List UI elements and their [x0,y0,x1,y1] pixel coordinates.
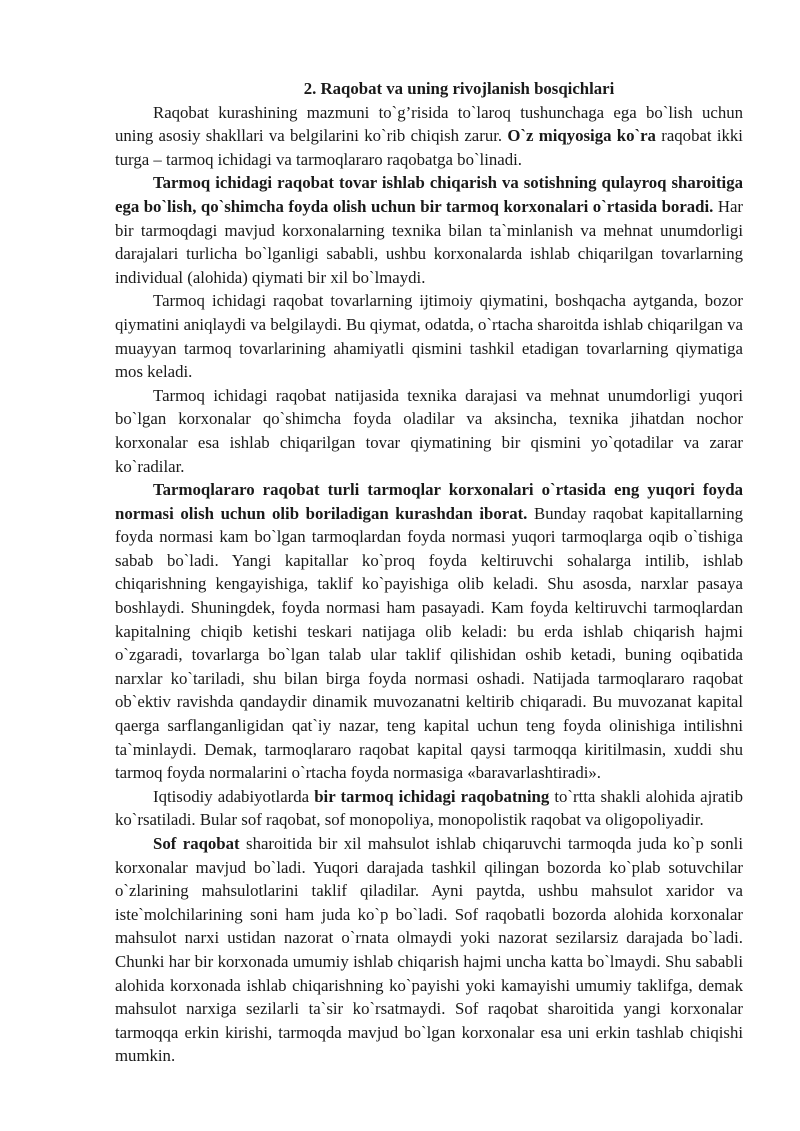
paragraph [115,289,743,383]
paragraph [115,171,743,289]
paragraph-text: raqobat ikki turga – tarmoq ichidagi va tarmoqlararo raqobatga bo`linadi. [115,126,743,169]
document-page [115,77,743,1068]
paragraph-text: Tarmoq ichidagi raqobat natijasida texnika darajasi va mehnat unumdorligi yuqori bo`lgan korxonalar qo`shimcha foyda oladilar va aksincha, texnika jihatdan nochor korxonalar esa ishlab chiqarilgan tovar qiymatining bir qismini yo`qotadilar va zarar ko`radilar. [115,385,743,476]
paragraph [115,101,743,172]
body-text [115,101,743,1068]
paragraph-text: Raqobat kurashining mazmuni to`g’risida to`laroq tushunchaga ega bo`lish uchun uning asosiy shakllari va belgilarini ko`rib chiqish zarur. [115,102,743,146]
paragraph-text: Tarmoq ichidagi raqobat tovarlarning ijtimoiy qiymatini, boshqacha aytganda, bozor qiymatini aniqlaydi va belgilaydi. Bu qiymat, odatda, o`rtacha sharoitda ishlab chiqarilgan va muayyan tarmoq tovarlarining ahamiyatli qismini tashkil etadigan tovarlarning qiymatiga mos keladi. [115,291,743,382]
paragraph-text: Iqtisodiy adabiyotlarda [153,786,315,806]
bold-phrase: O`z miqyosiga ko`ra [507,126,656,146]
paragraph [115,384,743,478]
paragraph [115,478,743,785]
bold-phrase: Tarmoq ichidagi raqobat tovar ishlab chiqarish va sotishning qulayroq sharoitiga ega bo`lish, qo`shimcha foyda olish uchun bir tarmoq korxonalari o`rtasida boradi. [115,173,743,216]
bold-phrase: Tarmoqlararo raqobat turli tarmoqlar korxonalari o`rtasida eng yuqori foyda normasi olish uchun olib boriladigan kurashdan iborat. [115,480,743,523]
paragraph-text: sharoitida bir xil mahsulot ishlab chiqaruvchi tarmoqda juda ko`p sonli korxonalar mavjud bo`ladi. Yuqori darajada tashkil qilingan bozorda ko`plab sotuvchilar o`zlarining mahsulotlarini taklif qiladilar. Ayni paytda, ushbu mahsulot xaridor va iste`molchilarining soni ham juda ko`p bo`ladi. Sof raqobatli bozorda alohida korxonalar mahsulot narxi ustidan nazorat o`rnata olmaydi yoki nazorat sezilarsiz darajada bo`ladi. Chunki har bir korxonada umumiy ishlab chiqarish hajmi uncha katta bo`lmaydi. Shu sababli alohida korxonada ishlab chiqarishning ko`payishi yoki kamayishi umumiy taklifga, demak mahsulot narxiga sezilarli ta`sir ko`rsatmaydi. Sof raqobat sharoitida yangi korxonalar tarmoqqa erkin kirishi, tarmoqda mavjud bo`lgan korxonalar esa uni erkin tashlab chiqishi mumkin. [115,834,743,1066]
paragraph-text: Har bir tarmoqdagi mavjud korxonalarning texnika bilan ta`minlanish va mehnat unumdorligi darajalari turlicha bo`lganligi sababli, ushbu korxonalarda ishlab chiqarilgan tovarlarning individual (alohida) qiymati bir xil bo`lmaydi. [115,196,743,287]
bold-phrase: Sof raqobat [153,834,240,853]
bold-phrase: bir tarmoq ichidagi raqobatning [314,786,550,806]
paragraph [115,832,743,1068]
paragraph-text: to`rtta shakli alohida ajratib ko`rsatiladi. Bular sof raqobat, sof monopoliya, monopolistik raqobat va oligopoliyadir. [115,786,743,830]
paragraph-text: Bunday raqobat kapitallarning foyda normasi kam bo`lgan tarmoqlardan foyda normasi yuqori tarmoqlarga oqib o`tishiga sabab bo`ladi. Yangi kapitallar ko`proq foyda keltiruvchi sohalarga intilib, ishlab chiqarishning kengayishiga, taklif ko`payishiga olib keladi. Shu asosda, narxlar pasaya boshlaydi. Shuningdek, foyda normasi ham pasayadi. Kam foyda keltiruvchi tarmoqlardan kapitalning chiqib ketishi teskari natijaga olib keladi: bu erda ishlab chiqarish hajmi o`zgaradi, tovarlarga bo`lgan talab ular taklif qilishidan oshib ketadi, buning oqibatida narxlar ko`tariladi, shu bilan birga foyda normasi oshadi. Natijada tarmoqlararo raqobat ob`ektiv ravishda qandaydir dinamik muvozanatni keltirib chiqaradi. Bu muvozanat kapital qaerga sarflanganligidan qat`iy nazar, teng kapital uchun teng foyda olinishiga intilishni ta`minlaydi. Demak, tarmoqlararo raqobat kapital qaysi tarmoqqa kiritilmasin, xuddi shu tarmoq foyda normalarini o`rtacha foyda normasiga «baravarlashtiradi». [115,503,743,783]
section-title: 2. Raqobat va uning rivojlanish bosqichlari [303,79,615,98]
paragraph [115,785,743,832]
